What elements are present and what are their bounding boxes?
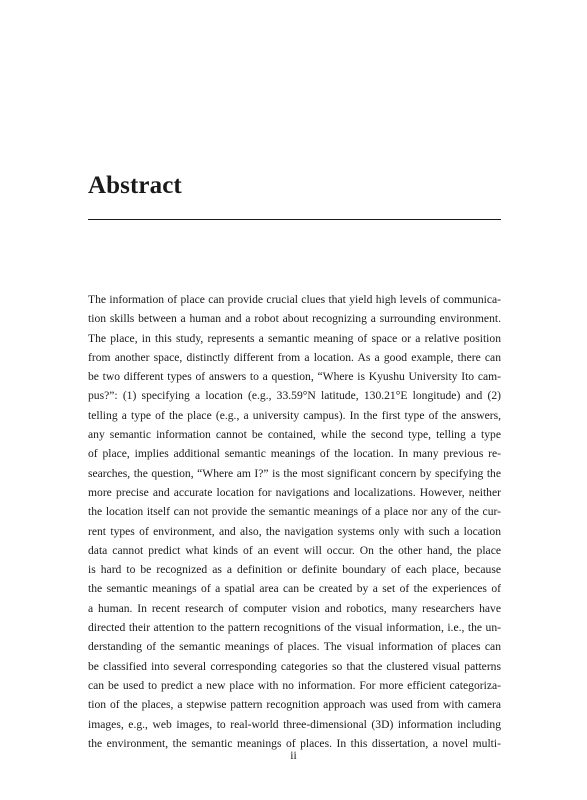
page-number: ii [290,749,297,762]
text-line: pus?”: (1) specifying a location (e.g., 33.59°N latitude, 130.21°E longitude) and (2) [88,389,501,403]
text-line: The place, in this study, represents a semantic meaning of space or a relative position [88,331,501,345]
text-line: the location itself can not provide the semantic meanings of a place nor any of the cur- [88,505,501,519]
text-line: directed their attention to the pattern recognitions of the visual information, i.e., the un- [88,621,501,635]
text-line: a human. In recent research of computer vision and robotics, many researchers have [88,601,501,615]
text-line: be classified into several corresponding categories so that the clustered visual patterns [88,659,501,673]
text-line: data cannot predict what kinds of an event will occur. On the other hand, the place [88,543,501,557]
text-line: tion of the places, a stepwise pattern recognition approach was used from with camera [88,698,501,712]
text-line: searches, the question, “Where am I?” is the most significant concern by specifying the [88,466,501,480]
heading-rule [88,219,501,220]
text-line: of place, implies additional semantic meanings of the location. In many previous re- [88,447,501,461]
text-line: images, e.g., web images, to real-world three-dimensional (3D) information including [88,717,501,731]
text-line: The information of place can provide crucial clues that yield high levels of communica- [88,293,501,306]
text-line: tion skills between a human and a robot about recognizing a surrounding environment. [88,312,501,326]
text-line: the semantic meanings of a spatial area can be created by a set of the experiences of [88,582,501,596]
text-line: telling a type of the place (e.g., a university campus). In the first type of the answers, [88,408,501,422]
text-line: be two different types of answers to a question, “Where is Kyushu University Ito cam- [88,370,501,384]
section-heading: Abstract [88,172,182,199]
text-line: can be used to predict a new place with no information. For more efficient categoriza- [88,678,501,692]
text-line: is hard to be recognized as a definition or definite boundary of each place, because [88,563,501,577]
text-line: the environment, the semantic meanings of places. In this dissertation, a novel multi- [88,736,501,750]
text-line: any semantic information cannot be contained, while the second type, telling a type [88,428,501,442]
text-line: more precise and accurate location for navigations and localizations. However, neither [88,485,501,499]
abstract-body [88,290,501,753]
text-line: derstanding of the semantic meanings of places. The visual information of places can [88,640,501,654]
text-line: from another space, distinctly different from a location. As a good example, there can [88,350,501,364]
text-line: rent types of environment, and also, the navigation systems only with such a location [88,524,501,538]
